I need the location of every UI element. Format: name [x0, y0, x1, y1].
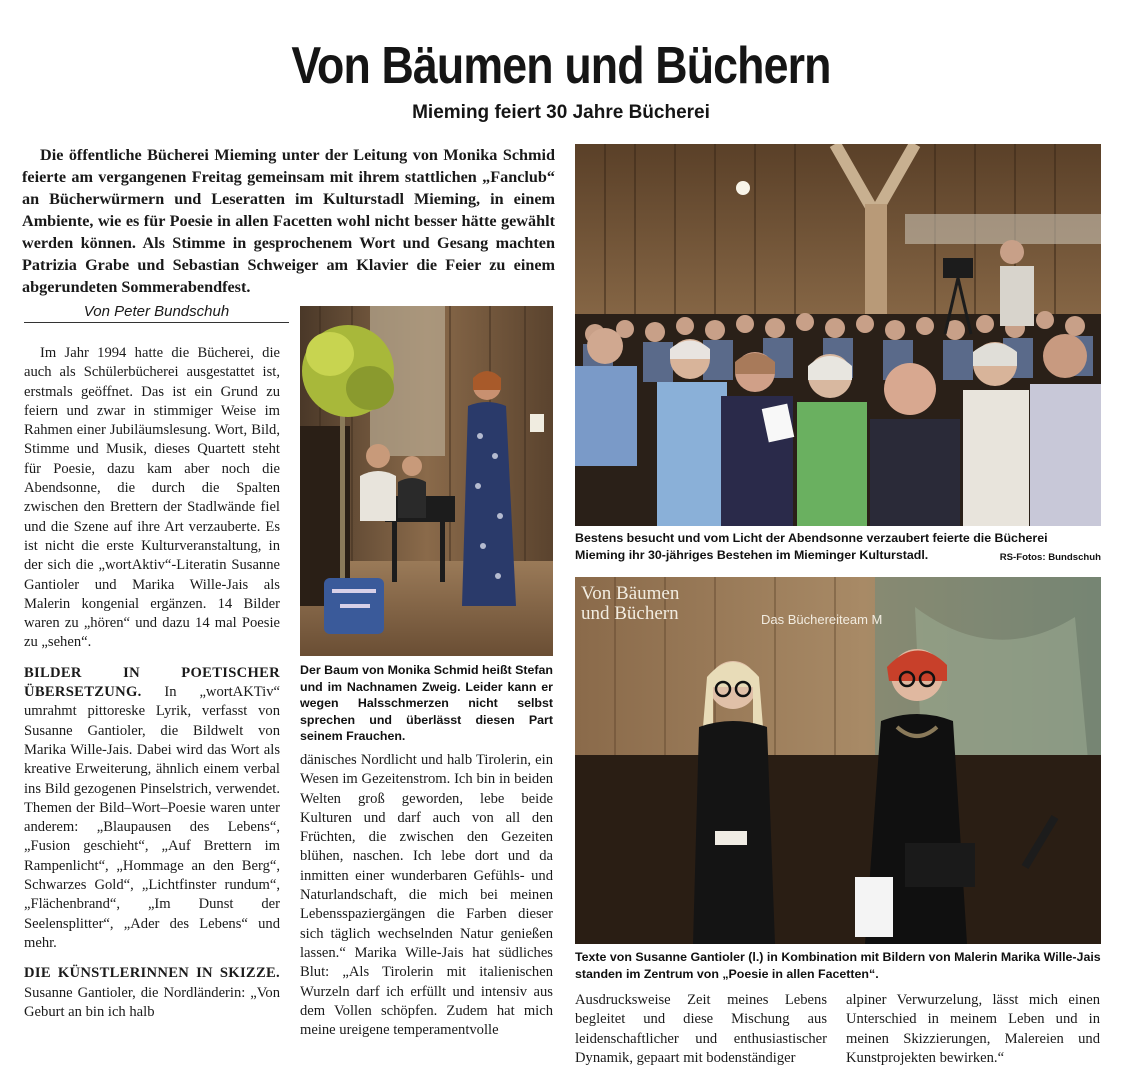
photo-artists — [575, 577, 1101, 944]
column-1-paragraph-2 — [24, 664, 280, 953]
caption-reading: Der Baum von Monika Schmid heißt Stefan und im Nachnamen Zweig. Leider kann er wegen Halsschmerzen nicht selbst sprechen und überlässt diesen Part seinem Frauchen. — [300, 663, 553, 744]
column-1-paragraph-3-text: Susanne Gantioler, die Nordländerin: „Von Geburt an bin ich halb — [24, 984, 280, 1020]
column-1-paragraph-1: Im Jahr 1994 hatte die Bücherei, die auch als Schülerbücherei ausgestattet ist, erstmals geöffnet. Das ist ein Grund zu feiern und zwar in stimmiger Weise im Rahmen einer Jubiläumslesung. Wort, Bild, Stimme und Musik, dieses Quartett steht für Poesie, dazu kam aber noch die Abendsonne, die durch die Spalten zwischen den Brettern der Stadlwände fiel und die Szene auf ihre Art verzauberte. Es ist nicht die erste Kulturveranstaltung, in der sich die „wortAktiv“-Literatin Susanne Gantioler und Marika Wille-Jais als Malerin kongenial ergänzen. 14 Bilder waren zu „hören“ und dazu 14 mal Poesie zu „sehen“. — [24, 345, 280, 651]
photo-reading-image — [300, 306, 553, 656]
lead-paragraph: Die öffentliche Bücherei Mieming unter der Leitung von Monika Schmid feierte am vergangenen Freitag gemeinsam mit ihrem stattlichen „Fanclub“ an Bücherwürmern und Leseratten im Kulturstadl Mieming, in einem Ambiente, wie es für Poesie in allen Facetten wohl nicht besser hätte gewählt werden können. Als Stimme in gesprochenem Wort und Gesang machten Patrizia Grabe und Sebastian Schweiger am Klavier die Feier zu einem abgerundeten Sommerabendfest. — [22, 146, 555, 296]
subhead-bilder: BILDER IN POETISCHER ÜBERSETZUNG. — [24, 664, 280, 701]
column-1-paragraph-2-text: In „wortAKTiv“ umrahmt pittoreske Lyrik, verfasst von Susanne Gantioler, die Bildwelt von Marika Wille-Jais. Dabei wird das Wort als kreative Erweiterung, ähnlich einem verbal ins Bild gezogenen Pinselstrich, verwendet. Themen der Bild–Wort–Poesie waren unter anderem: „Blaupausen des Lebens“, „Fusion geschieht“, „Auf Brettern im Rampenlicht“, „Hommage an den Berg“, Schwarzes Gold“, „Lichtfinster rundum“, „Flächenbrand“, „Im Dunst der Seelensplitter“, „Ader des Lebens“ und mehr. — [24, 684, 280, 951]
sign-line-1: Von Bäumen — [581, 583, 680, 604]
subhead-kuenstlerinnen: DIE KÜNSTLERINNEN IN SKIZZE. — [24, 965, 280, 982]
sign-line-2: und Büchern — [581, 603, 679, 624]
caption-audience-text: Bestens besucht und vom Licht der Abendsonne verzaubert feierte die Bücherei Mieming ihr 30-jähriges Bestehen im Mieminger Kulturstadl. — [575, 531, 1048, 562]
headline: Von Bäumen und Büchern — [291, 37, 831, 95]
column-3-paragraph: Ausdrucksweise Zeit meines Lebens begleitet und diese Mischung aus leidenschaftlicher und enthusiastischer Dynamik, gepaart mit bodenständiger — [575, 992, 827, 1066]
column-4-paragraph: alpiner Verwurzelung, lässt mich einen Unterschied in meinem Leben und in meinen Skizzierungen, Malereien und Kunstprojekten bewirken.“ — [846, 992, 1100, 1066]
column-2-paragraph: dänisches Nordlicht und halb Tirolerin, ein Wesen im Gezeitenstrom. Ich bin in beiden Welten groß geworden, lebe beide Kulturen und darf auch von all den Früchten, die zwischen den Gezeiten blühen, naschen. Ich lebe dort und da inmitten einer wunderbaren Gefühls- und Naturlandschaft, die mich bei meinen Lebensspaziergängen die Farben dieser sich täglich wechselnden Natur genießen lassen.“ Marika Wille-Jais hat südliches Blut: „Als Tirolerin mit italienischen Wurzeln darf ich erfüllt und intensiv aus dem Vollen schöpfen. Zudem hat mich meine ureigene temperamentvolle — [300, 752, 553, 1039]
column-1-paragraph-3 — [24, 964, 280, 1022]
byline: Von Peter Bundschuh — [24, 303, 289, 323]
photo-audience — [575, 144, 1101, 526]
column-4 — [846, 991, 1100, 1068]
column-1 — [24, 344, 280, 1022]
subheadline: Mieming feiert 30 Jahre Bücherei — [412, 102, 710, 123]
photo-reading — [300, 306, 553, 656]
caption-audience — [575, 530, 1101, 566]
column-2 — [300, 751, 553, 1040]
sign-team: Das Büchereiteam M — [761, 612, 883, 627]
photo-credit: RS-Fotos: Bundschuh — [999, 551, 1101, 563]
photo-audience-image — [575, 144, 1101, 526]
column-3 — [575, 991, 827, 1068]
photo-artists-image — [575, 577, 1101, 944]
caption-artists: Texte von Susanne Gantioler (l.) in Kombination mit Bildern von Malerin Marika Wille-Jais standen im Zentrum von „Poesie in allen Facetten“. — [575, 950, 1101, 981]
